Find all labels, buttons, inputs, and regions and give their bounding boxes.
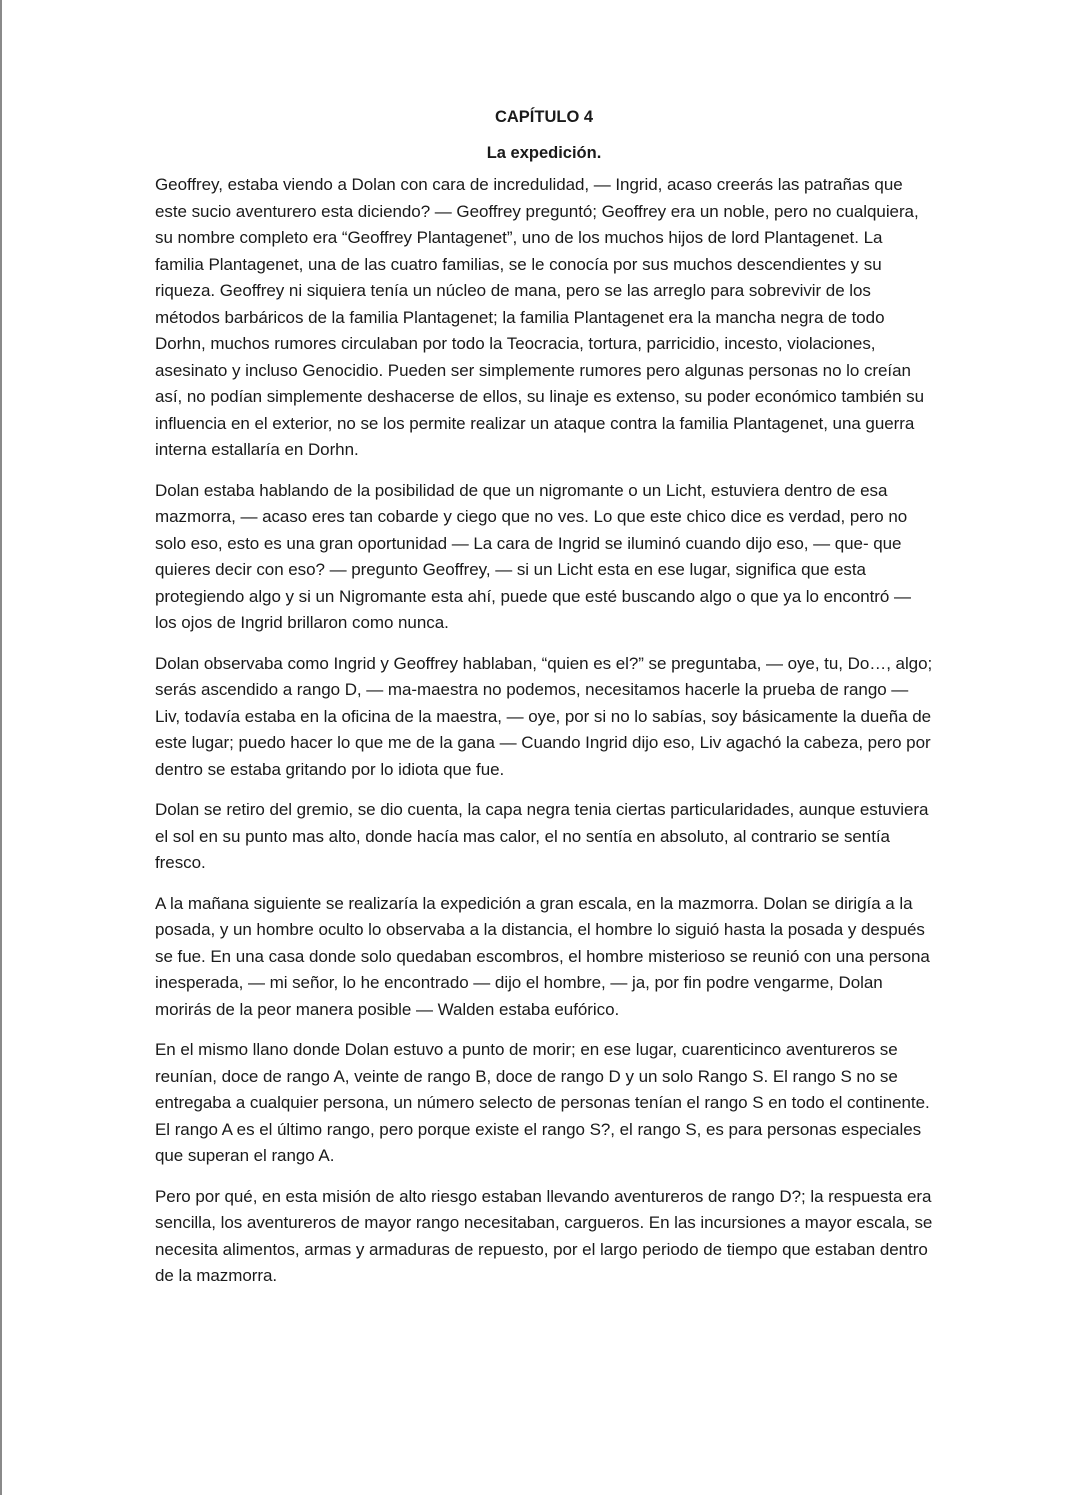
paragraph-1: Geoffrey, estaba viendo a Dolan con cara de incredulidad, — Ingrid, acaso creerás las patrañas que este sucio aventurero esta diciendo? — Geoffrey preguntó; Geoffrey era un noble, pero no cualquiera, su nombre completo era “Geoffrey Plantagenet”, uno de los muchos hijos de lord Plantagenet. La familia Plantagenet, una de las cuatro familias, se le conocía por sus muchos descendientes y su riqueza. Geoffrey ni siquiera tenía un núcleo de mana, pero se las arreglo para sobrevivir de los métodos barbáricos de la familia Plantagenet; la familia Plantagenet era la mancha negra de todo Dorhn, muchos rumores circulaban por todo la Teocracia, tortura, parricidio, incesto, violaciones, asesinato y incluso Genocidio. Pueden ser simplemente rumores pero algunas personas no lo creían así, no podían simplemente deshacerse de ellos, su linaje es extenso, su poder económico también su influencia en el exterior, no se los permite realizar un ataque contra la familia Plantagenet, una guerra interna estallaría en Dorhn. [155, 175, 925, 459]
paragraph-7: Pero por qué, en esta misión de alto riesgo estaban llevando aventureros de rango D?; la respuesta era sencilla, los aventureros de mayor rango necesitaban, cargueros. En las incursiones a mayor escala, se necesita alimentos, armas y armaduras de repuesto, por el largo periodo de tiempo que estaban dentro de la mazmorra. [155, 1186, 933, 1285]
paragraph-5: A la mañana siguiente se realizaría la expedición a gran escala, en la mazmorra. Dolan se dirigía a la posada, y un hombre oculto lo observaba a la distancia, el hombre lo siguió hasta la posada y después se fue. En una casa donde solo quedaban escombros, el hombre misterioso se reunió con una persona inesperada, — mi señor, lo he encontrado — dijo el hombre, — ja, por fin podre vengarme, Dolan morirás de la peor manera posible — Walden estaba eufórico. [155, 893, 930, 1019]
paragraph-3: Dolan observaba como Ingrid y Geoffrey hablaban, “quien es el?” se preguntaba, — oye, tu, Do…, algo; serás ascendido a rango D, — ma-maestra no podemos, necesitamos hacerle la prueba de rango — Liv, todavía estaba en la oficina de la maestra, — oye, por si no lo sabías, soy básicamente la dueña de este lugar; puedo hacer lo que me de la gana — Cuando Ingrid dijo eso, Liv agachó la cabeza, pero por dentro se estaba gritando por lo idiota que fue. [155, 653, 933, 779]
page-edge [0, 0, 2, 1495]
paragraph-6: En el mismo llano donde Dolan estuvo a punto de morir; en ese lugar, cuarenticinco aventureros se reunían, doce de rango A, veinte de rango B, doce de rango D y un solo Rango S. El rango S no se entregaba a cualquier persona, un número selecto de personas tenían el rango S en todo el continente. El rango A es el último rango, pero porque existe el rango S?, el rango S, es para personas especiales que superan el rango A. [155, 1040, 930, 1165]
paragraph-2: Dolan estaba hablando de la posibilidad de que un nigromante o un Licht, estuviera dentro de esa mazmorra, — acaso eres tan cobarde y ciego que no ves. Lo que este chico dice es verdad, pero no solo eso, esto es una gran oportunidad — La cara de Ingrid se iluminó cuando dijo eso, — que- que quieres decir con eso? — pregunto Geoffrey, — si un Licht esta en ese lugar, significa que esta protegiendo algo y si un Nigromante esta ahí, puede que esté buscando algo o que ya lo encontró — los ojos de Ingrid brillaron como nunca. [155, 480, 911, 632]
page-content [155, 104, 933, 1304]
chapter-heading: CAPÍTULO 4 [494, 108, 594, 126]
paragraph-4: Dolan se retiro del gremio, se dio cuenta, la capa negra tenia ciertas particularidades, aunque estuviera el sol en su punto mas alto, donde hacía mas calor, el no sentía en absoluto, al contrario se sentía fresco. [155, 800, 929, 872]
chapter-title: La expedición. [486, 144, 602, 162]
